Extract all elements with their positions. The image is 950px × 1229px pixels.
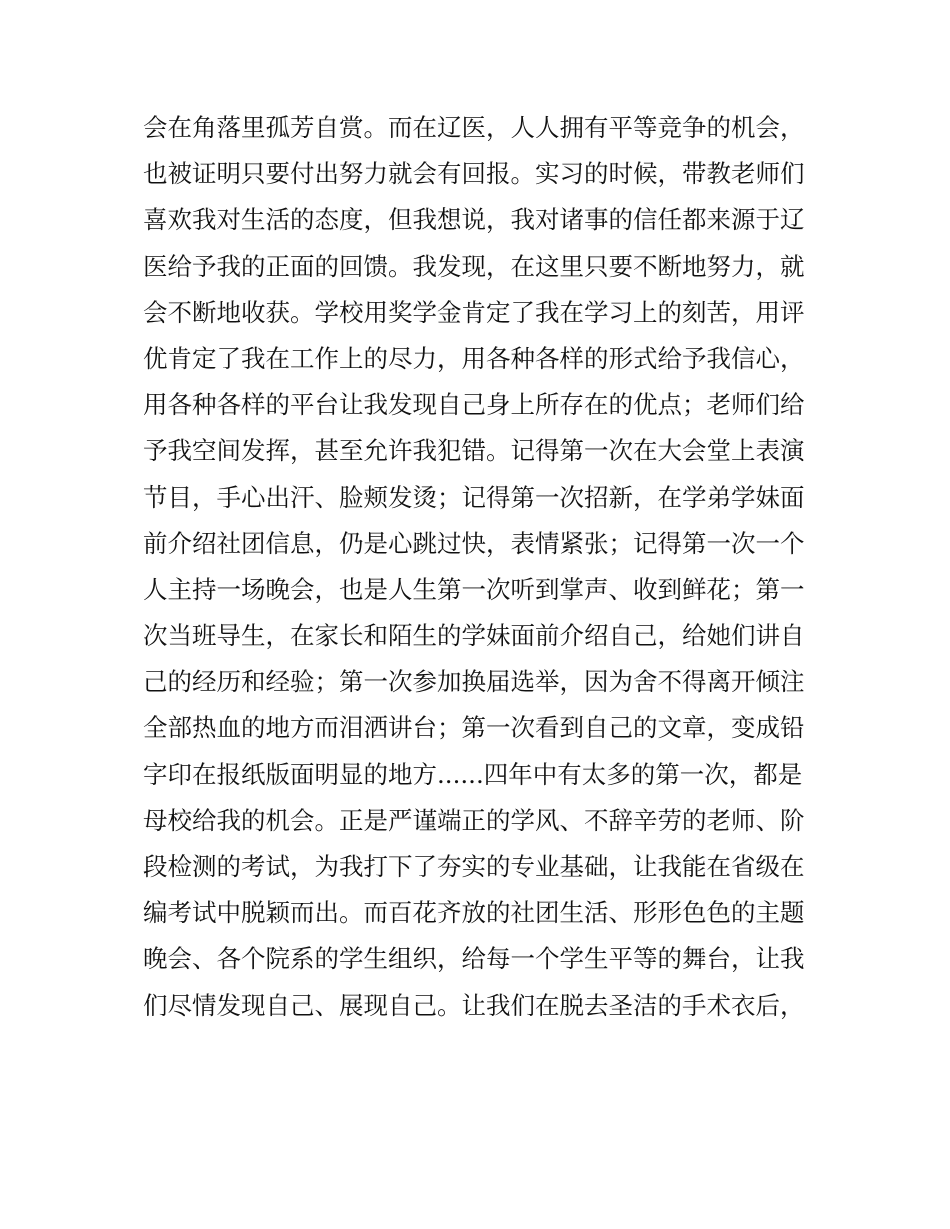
text-line: 会在角落里孤芳自赏。而在辽医，人人拥有平等竞争的机会， bbox=[143, 113, 805, 142]
text-line: 会不断地收获。学校用奖学金肯定了我在学习上的刻苦，用评 bbox=[143, 297, 805, 327]
text-line: 节目，手心出汗、脸颊发烫；记得第一次招新，在学弟学妹面 bbox=[143, 482, 805, 512]
text-line: 编考试中脱颖而出。而百花齐放的社团生活、形形色色的主题 bbox=[143, 898, 805, 928]
text-line: 次当班导生，在家长和陌生的学妹面前介绍自己，给她们讲自 bbox=[143, 621, 805, 651]
text-line: 优肯定了我在工作上的尽力，用各种各样的形式给予我信心， bbox=[143, 343, 805, 373]
text-line: 医给予我的正面的回馈。我发现，在这里只要不断地努力，就 bbox=[143, 251, 805, 281]
body-text bbox=[143, 105, 823, 1029]
text-line: 己的经历和经验；第一次参加换届选举，因为舍不得离开倾注 bbox=[143, 667, 805, 697]
text-line: 们尽情发现自己、展现自己。让我们在脱去圣洁的手术衣后， bbox=[143, 990, 805, 1020]
text-line: 喜欢我对生活的态度，但我想说，我对诸事的信任都来源于辽 bbox=[143, 205, 805, 235]
text-line: 母校给我的机会。正是严谨端正的学风、不辞辛劳的老师、阶 bbox=[143, 805, 805, 835]
text-line: 段检测的考试，为我打下了夯实的专业基础，让我能在省级在 bbox=[143, 852, 805, 881]
text-line: 字印在报纸版面明显的地方......四年中有太多的第一次，都是 bbox=[143, 759, 803, 789]
text-line: 人主持一场晚会，也是人生第一次听到掌声、收到鲜花；第一 bbox=[143, 574, 805, 604]
text-line: 也被证明只要付出努力就会有回报。实习的时候，带教老师们 bbox=[143, 159, 805, 189]
text-line: 前介绍社团信息，仍是心跳过快，表情紧张；记得第一次一个 bbox=[143, 528, 805, 558]
text-line: 予我空间发挥，甚至允许我犯错。记得第一次在大会堂上表演 bbox=[143, 436, 805, 466]
text-line: 全部热血的地方而泪洒讲台；第一次看到自己的文章，变成铅 bbox=[143, 713, 805, 743]
text-line: 用各种各样的平台让我发现自己身上所存在的优点；老师们给 bbox=[143, 390, 805, 420]
text-line: 晚会、各个院系的学生组织，给每一个学生平等的舞台，让我 bbox=[143, 944, 805, 974]
